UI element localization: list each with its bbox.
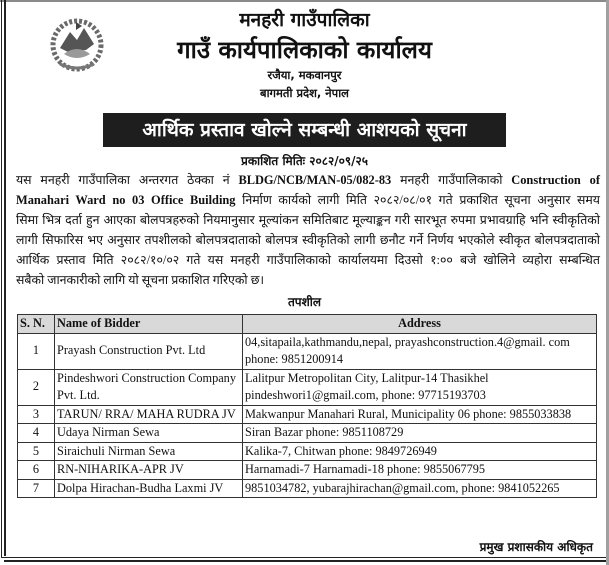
column-header-address: Address <box>243 315 597 334</box>
frame-border-top <box>0 0 609 2</box>
published-label: प्रकाशित मितिः <box>241 154 306 168</box>
cell-bidder-name: TARUN/ RRA/ MAHA RUDRA JV <box>55 405 243 424</box>
column-header-sn: S. N. <box>18 315 55 334</box>
cell-sn: 6 <box>18 461 55 480</box>
cell-sn: 1 <box>18 333 55 369</box>
cell-sn: 2 <box>18 369 55 405</box>
cell-sn: 5 <box>18 442 55 461</box>
cell-bidder-name: Pindeshwori Construction Company Pvt. Ltd. <box>55 369 243 405</box>
signatory-title: प्रमुख प्रशासकीय अधिकृत <box>479 540 593 554</box>
table-row <box>18 461 597 480</box>
cell-sn: 7 <box>18 479 55 498</box>
notice-body <box>16 170 600 290</box>
published-date: २०८२/०९/२५ <box>309 154 368 168</box>
table-row <box>18 442 597 461</box>
cell-bidder-name: Udaya Nirman Sewa <box>55 424 243 443</box>
cell-address: Makwanpur Manahari Rural, Municipality 06 phone: 9855033838 <box>243 405 597 424</box>
table-row <box>18 333 597 369</box>
bidders-table <box>17 314 597 498</box>
body-line: सिमा भित्र दर्ता हुन आएका बोलपत्रहरुको नियमानुसार मूल्यांकन समितिबाट मूल्याङ्कन गरी सारभूत रुपमा प्रभावग्राहि भनि स्वीकृतिको <box>16 213 600 227</box>
cell-bidder-name: Prayash Construction Pvt. Ltd <box>55 333 243 369</box>
frame-border-bottom-inner <box>4 560 606 562</box>
municipality-name: मनहरी गाउँपालिका <box>239 9 370 31</box>
cell-sn: 4 <box>18 424 55 443</box>
project-name-part: Manahari Ward no 03 Office Building <box>16 193 236 207</box>
cell-bidder-name: Dolpa Hirachan-Budha Laxmi JV <box>55 479 243 498</box>
cell-address: Harnamadi-7 Harnamadi-18 phone: 9855067795 <box>243 461 597 480</box>
frame-border-left <box>1 0 2 558</box>
published-date-line <box>0 152 609 169</box>
tender-number: BLDG/NCB/MAN-05/082-83 <box>238 173 392 187</box>
cell-bidder-name: Siraichuli Nirman Sewa <box>55 442 243 461</box>
notice-title-banner: आर्थिक प्रस्ताव खोल्ने सम्बन्धी आशयको सूचना <box>103 113 506 147</box>
table-row <box>18 369 597 405</box>
cell-address: Kalika-7, Chitwan phone: 9849726949 <box>243 442 597 461</box>
cell-sn: 3 <box>18 405 55 424</box>
body-text: मनहरी गाउँपालिकाको <box>391 173 512 187</box>
body-text: निर्माण कार्यको लागी मिति २०८२/०८/०१ गते प्रकाशित सूचना अनुसार समय <box>235 193 600 207</box>
table-row <box>18 424 597 443</box>
body-line: आर्थिक प्रस्ताव मिति २०८२/१०/०२ गते यस मनहरी गाउँपालिकाको कार्यालयमा दिउसो १:०० बजे खोलिने व्यहोरा सम्बन्धित <box>16 253 600 267</box>
column-header-name: Name of Bidder <box>55 315 243 334</box>
frame-border-bottom <box>1 557 606 558</box>
body-line: सबैको जानकारीको लागि यो सूचना प्रकाशित गरिएको छ। <box>16 273 265 287</box>
project-name-part: Construction of <box>511 173 600 187</box>
office-name: गाउँ कार्यपालिकाको कार्यालय <box>177 36 432 64</box>
office-province: बागमती प्रदेश, नेपाल <box>260 86 349 100</box>
table-caption: तपशील <box>287 295 322 309</box>
office-location: रजैया, मकवानपुर <box>267 68 342 82</box>
body-line: लागी सिफारिस भए अनुसार तपशीलको बोलपत्रदाताको बोलपत्र स्वीकृतिको लागी छनौट गर्ने निर्णय भएकोले स्वीकृत बोलपत्रदाताको <box>16 233 600 247</box>
cell-bidder-name: RN-NIHARIKA-APR JV <box>55 461 243 480</box>
table-row <box>18 479 597 498</box>
body-line <box>16 190 600 210</box>
table-header-row <box>18 315 597 334</box>
frame-border-left-inner <box>4 0 6 556</box>
cell-address: 04,sitapaila,kathmandu,nepal, prayashconstruction.4@gmail. com phone: 9851200914 <box>243 333 597 369</box>
cell-address: Lalitpur Metropolitan City, Lalitpur-14 Thasikhel pindeshwori1@gmail.com, phone: 97715193703 <box>243 369 597 405</box>
body-text: यस मनहरी गाउँपालिका अन्तरगत ठेक्का नं <box>16 173 239 187</box>
table-row <box>18 405 597 424</box>
cell-address: Siran Bazar phone: 9851108729 <box>243 424 597 443</box>
cell-address: 9851034782, yubarajhirachan@gmail.com, phone: 9841052265 <box>243 479 597 498</box>
body-line <box>16 170 600 190</box>
